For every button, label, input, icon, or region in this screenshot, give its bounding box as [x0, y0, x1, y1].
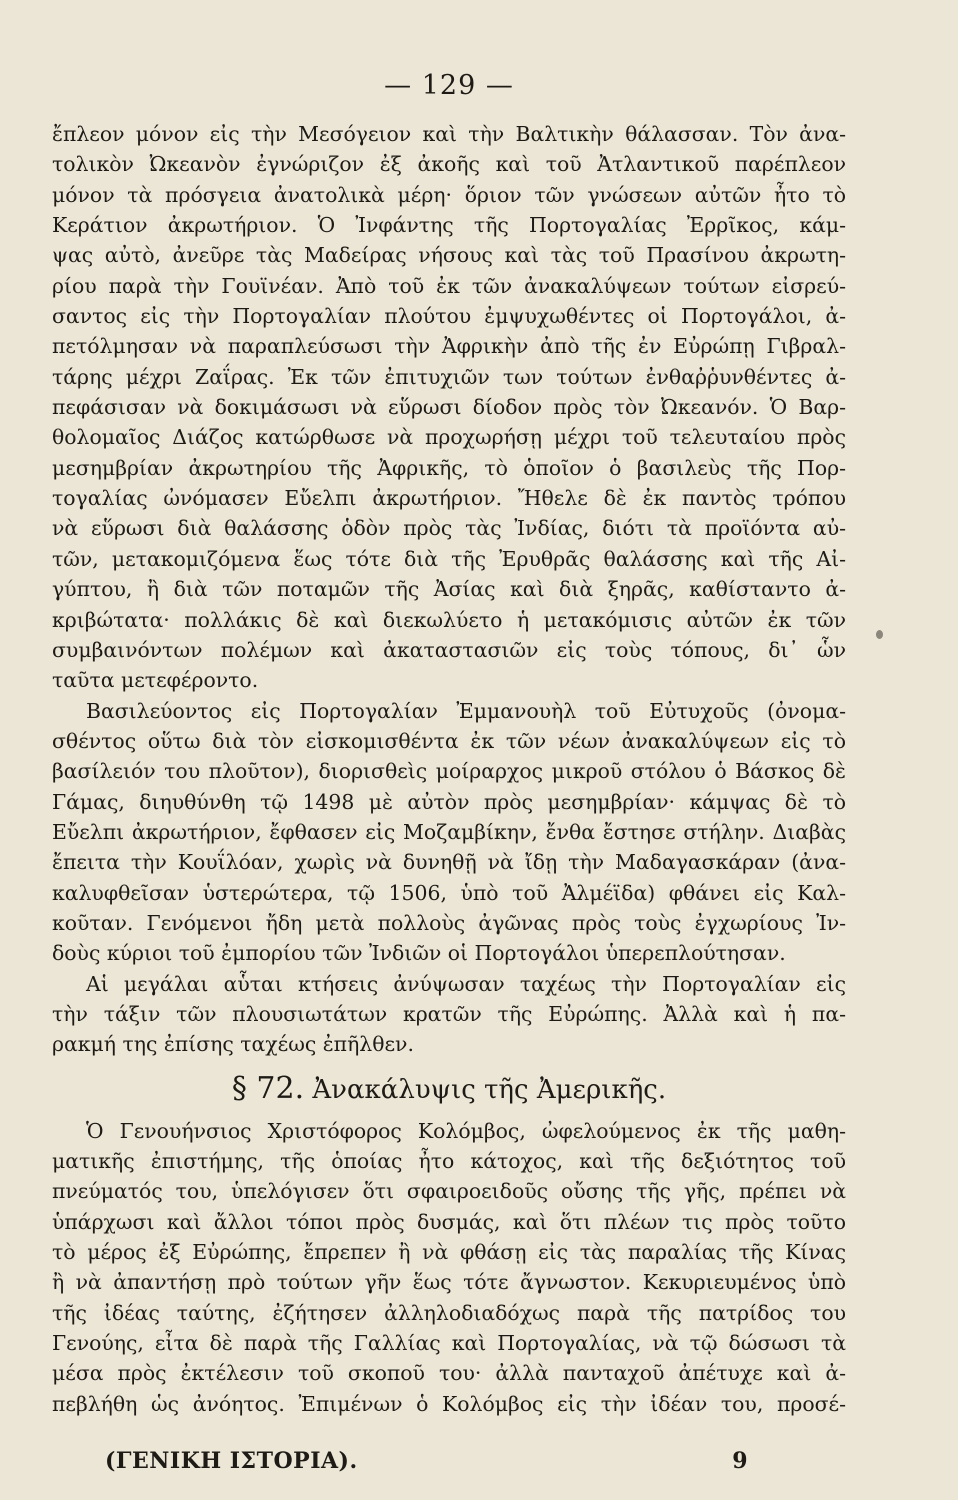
text-line: Βασιλεύοντος εἰς Πορτογαλίαν Ἐμμανουὴλ τοῦ Εὐτυχοῦς (ὀνομα-	[86, 698, 846, 723]
text-line: τολικὸν Ὠκεανὸν ἐγνώριζον ἐξ ἀκοῆς καὶ τοῦ Ἀτλαντικοῦ παρέπλεον	[52, 152, 846, 177]
text-line: μόνον τὰ πρόσγεια ἀνατολικὰ μέρη· ὅριον τῶν γνώσεων αὐτῶν ἦτο τὸ	[52, 182, 846, 207]
text-line: Κεράτιον ἀκρωτήριον. Ὁ Ἰνφάντης τῆς Πορτογαλίας Ἐρρῖκος, κάμ-	[52, 213, 846, 238]
paragraph-3	[52, 969, 846, 1060]
text-line: τογαλίας ὠνόμασεν Εὔελπι ἀκρωτήριον. Ἤθελε δὲ ἐκ παντὸς τρόπου	[52, 486, 846, 511]
text-line: ἢ νὰ ἀπαντήσῃ πρὸ τούτων γῆν ἕως τότε ἄγνωστον. Κεκυριευμένος ὑπὸ	[52, 1270, 846, 1295]
section-title: Ἀνακάλυψις τῆς Ἀμερικῆς.	[312, 1074, 667, 1105]
text-line: Αἱ μεγάλαι αὗται κτήσεις ἀνύψωσαν ταχέως τὴν Πορτογαλίαν εἰς	[86, 971, 846, 996]
text-line: ὑπάρχωσι καὶ ἄλλοι τόποι πρὸς δυσμάς, καὶ ὅτι πλέων τις πρὸς τοῦτο	[52, 1209, 846, 1234]
text-line: σαντος εἰς τὴν Πορτογαλίαν πλούτου ἐμψυχωθέντες οἱ Πορτογάλοι, ἀ-	[52, 304, 846, 329]
paragraph-4	[52, 1116, 846, 1419]
text-line: δοὺς κύριοι τοῦ ἐμπορίου τῶν Ἰνδιῶν οἱ Πορτογάλοι ὑπερεπλούτησαν.	[52, 941, 786, 966]
text-line: κριβώτατα· πολλάκις δὲ καὶ διεκωλύετο ἡ μετακόμισις αὐτῶν ἐκ τῶν	[52, 607, 846, 632]
text-line: Ὁ Γενουήνσιος Χριστόφορος Κολόμβος, ὠφελούμενος ἐκ τῆς μαθη-	[86, 1118, 846, 1143]
text-line: βασίλειόν του πλοῦτον), διορισθεὶς μοίραρχος μικροῦ στόλου ὁ Βάσκος δὲ	[52, 759, 846, 784]
footer-book-title: (ΓΕΝΙΚΗ ΙΣΤΟΡΙΑ).	[105, 1448, 358, 1474]
text-line: συμβαινόντων πολέμων καὶ ἀκαταστασιῶν εἰς τοὺς τόπους, δι᾽ ὧν	[52, 637, 846, 662]
ink-speck	[876, 630, 883, 639]
page-number: — 129 —	[384, 70, 514, 101]
text-line: ἔπλεον μόνον εἰς τὴν Μεσόγειον καὶ τὴν Βαλτικὴν θάλασσαν. Τὸν ἀνα-	[52, 122, 846, 146]
text-line: μέσα πρὸς ἐκτέλεσιν τοῦ σκοποῦ του· ἀλλὰ πανταχοῦ ἀπέτυχε καὶ ἀ-	[52, 1361, 846, 1386]
text-line: θολομαῖος Διάζος κατώρθωσε νὰ προχωρήσῃ μέχρι τοῦ τελευταίου πρὸς	[52, 425, 846, 450]
paragraph-1	[52, 119, 846, 696]
text-line: μεσημβρίαν ἀκρωτηρίου τῆς Ἀφρικῆς, τὸ ὁποῖον ὁ βασιλεὺς τῆς Πορ-	[52, 455, 846, 480]
text-line: ρακμή της ἐπίσης ταχέως ἐπῆλθεν.	[52, 1032, 414, 1057]
text-line: τὴν τάξιν τῶν πλουσιωτάτων κρατῶν τῆς Εὐρώπης. Ἀλλὰ καὶ ἡ πα-	[52, 1001, 846, 1026]
text-line: πεφάσισαν νὰ δοκιμάσωσι νὰ εὕρωσι δίοδον πρὸς τὸν Ὠκεανόν. Ὁ Βαρ-	[52, 395, 846, 420]
text-line: ρίου παρὰ τὴν Γουϊνέαν. Ἀπὸ τοῦ ἐκ τῶν ἀνακαλύψεων τούτων εἰσρεύ-	[52, 273, 846, 298]
text-line: ἔπειτα τὴν Κουΐλόαν, χωρὶς νὰ δυνηθῇ νὰ ἴδῃ τὴν Μαδαγασκάραν (ἀνα-	[52, 850, 846, 875]
text-line: νὰ εὕρωσι διὰ θαλάσσης ὁδὸν πρὸς τὰς Ἰνδίας, διότι τὰ προϊόντα αὐ-	[52, 516, 846, 541]
text-line: Γενούης, εἶτα δὲ παρὰ τῆς Γαλλίας καὶ Πορτογαλίας, νὰ τῷ δώσωσι τὰ	[52, 1331, 846, 1356]
text-line: πετόλμησαν νὰ παραπλεύσωσι τὴν Ἀφρικὴν ἀπὸ τῆς ἐν Εὐρώπῃ Γιβραλ-	[52, 334, 846, 359]
text-line: σθέντος οὕτω διὰ τὸν εἰσκομισθέντα ἐκ τῶν νέων ἀνακαλύψεων εἰς τὸ	[52, 728, 846, 753]
text-line: τῆς ἰδέας ταύτης, ἐζήτησεν ἀλληλοδιαδόχως παρὰ τῆς πατρίδος του	[52, 1300, 846, 1325]
text-line: γύπτου, ἢ διὰ τῶν ποταμῶν τῆς Ἀσίας καὶ διὰ ξηρᾶς, καθίσταντο ἀ-	[52, 577, 846, 602]
text-line: τάρης μέχρι Ζαΐρας. Ἐκ τῶν ἐπιτυχιῶν των τούτων ἐνθαῤῥυνθέντες ἀ-	[52, 364, 846, 389]
text-line: ταῦτα μετεφέροντο.	[52, 668, 259, 693]
text-line: ματικῆς ἐπιστήμης, τῆς ὁποίας ἦτο κάτοχος, καὶ τῆς δεξιότητος τοῦ	[52, 1149, 846, 1173]
text-line: Γάμας, διηυθύνθη τῷ 1498 μὲ αὐτὸν πρὸς μεσημβρίαν· κάμψας δὲ τὸ	[52, 789, 846, 814]
paragraph-2	[52, 696, 846, 969]
text-line: τῶν, μετακομιζόμενα ἕως τότε διὰ τῆς Ἐρυθρᾶς θαλάσσης καὶ τῆς Αἰ-	[52, 546, 846, 571]
section-heading	[52, 1064, 846, 1114]
text-line: τὸ μέρος ἐξ Εὐρώπης, ἔπρεπεν ἢ νὰ φθάσῃ εἰς τὰς παραλίας τῆς Κίνας	[52, 1240, 846, 1265]
text-line: καλυφθεῖσαν ὑστερώτερα, τῷ 1506, ὑπὸ τοῦ Ἀλμέϊδα) φθάνει εἰς Καλ-	[52, 880, 846, 905]
text-line: Εὔελπι ἀκρωτήριον, ἔφθασεν εἰς Μοζαμβίκην, ἔνθα ἔστησε στήλην. Διαβὰς	[52, 819, 846, 844]
text-line: κοῦταν. Γενόμενοι ἤδη μετὰ πολλοὺς ἀγῶνας πρὸς τοὺς ἐγχωρίους Ἰν-	[52, 910, 846, 935]
page-footer	[105, 1448, 748, 1474]
footer-signature-mark: 9	[732, 1448, 748, 1474]
text-line: ψας αὐτὸ, ἀνεῦρε τὰς Μαδείρας νήσους καὶ τὰς τοῦ Πρασίνου ἀκρωτη-	[52, 243, 846, 268]
section-number: § 72.	[231, 1070, 305, 1106]
text-line: πνεύματός του, ὑπελόγισεν ὅτι σφαιροειδοῦς οὔσης τῆς γῆς, πρέπει νὰ	[52, 1179, 846, 1204]
text-line: πεβλήθη ὡς ἀνόητος. Ἐπιμένων ὁ Κολόμβος εἰς τὴν ἰδέαν του, προσέ-	[52, 1391, 846, 1416]
